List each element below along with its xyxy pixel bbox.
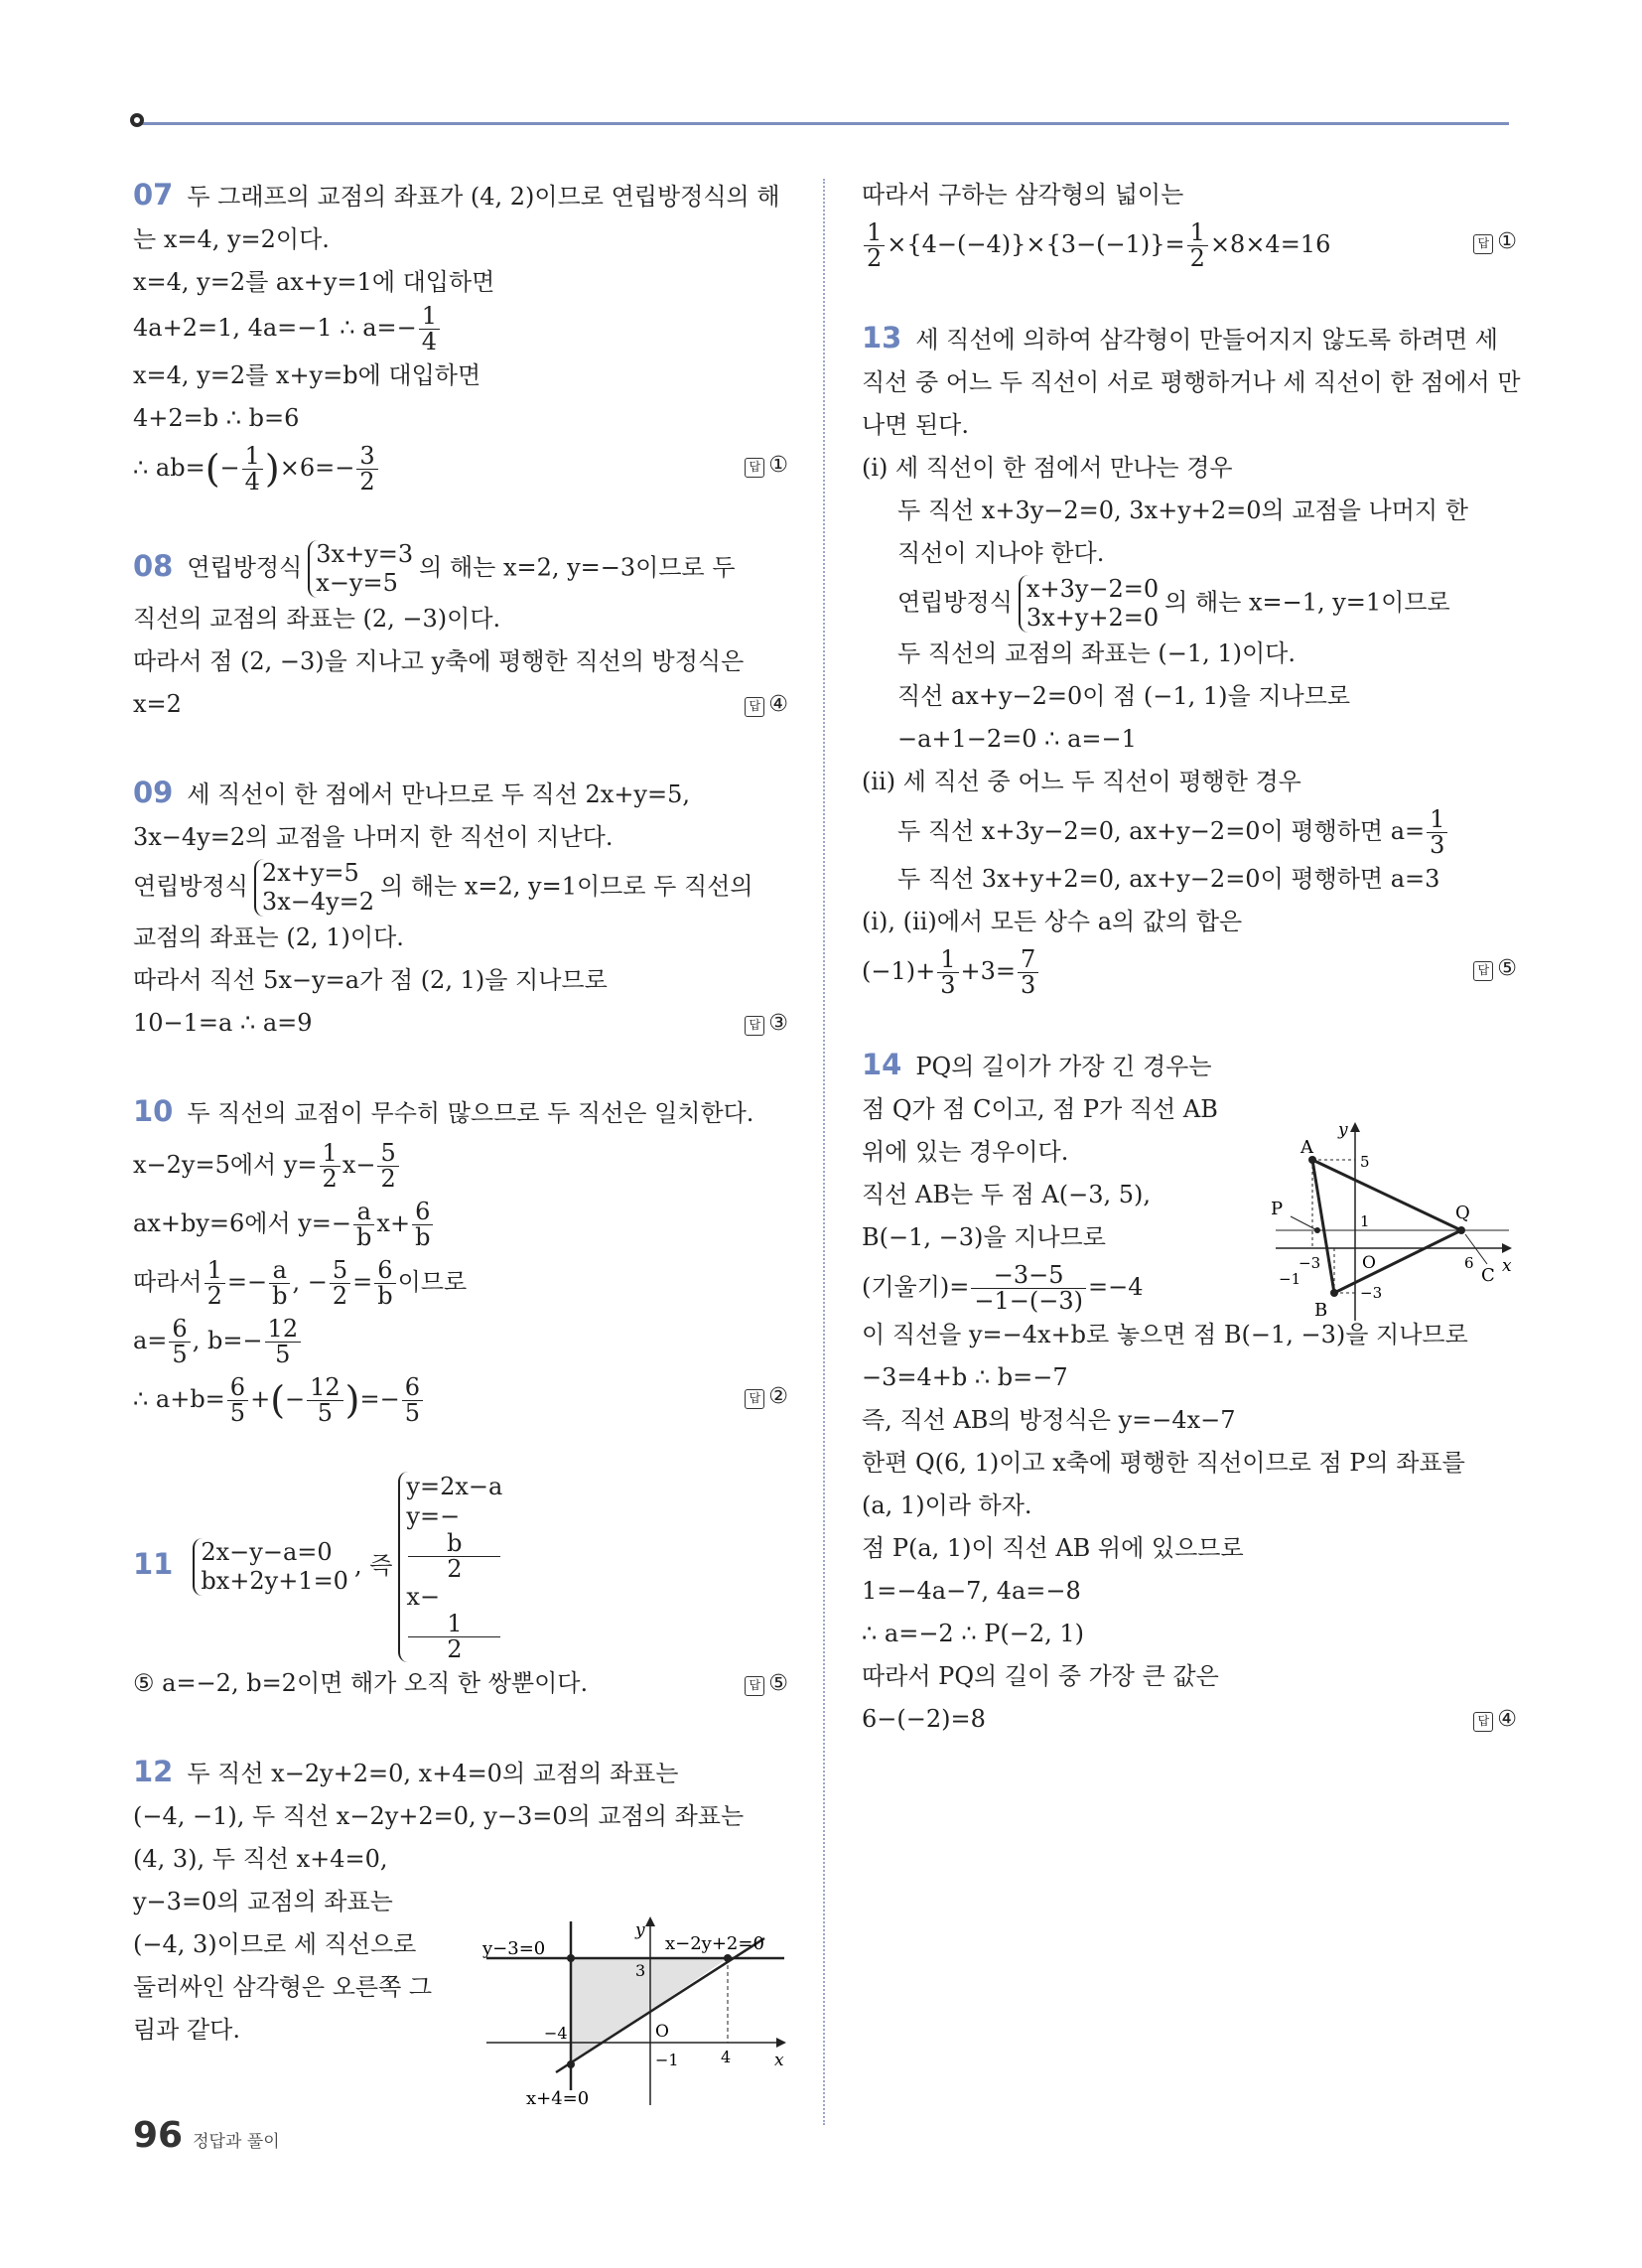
fraction: $\frac{a}{b}$ — [269, 1258, 290, 1309]
answer-mark: 답 ① — [745, 444, 788, 487]
fraction: $\frac{1}{3}$ — [1427, 807, 1447, 858]
svg-text:−1: −1 — [1279, 1270, 1301, 1288]
svg-text:Q: Q — [1455, 1203, 1470, 1223]
problem-12: 12 두 직선 x−2y+2=0, x+4=0의 교점의 좌표는 (−4, −1), 두 직선 x−2y+2=0, y−3=0의 교점의 좌표는 (4, 3), 두 직선 x+4=0, y−3=0의 교점의 좌표는 (−4, 3)이므로 세 직선으로 둘러싸인 삼각형은 오른쪽 그 림과 같다. — [133, 1755, 745, 2044]
fraction: $\frac{6}{5}$ — [402, 1375, 423, 1426]
answer-mark: 답 ⑤ — [745, 1662, 788, 1705]
fraction: $\frac{5}{2}$ — [330, 1258, 350, 1309]
problem-number: 10 — [133, 1094, 174, 1128]
svg-text:4: 4 — [721, 2048, 732, 2066]
problem-number: 07 — [133, 178, 174, 212]
problem-number: 11 — [133, 1546, 174, 1581]
problem-11: 11 2x−y−a=0 bx+2y+1=0 , 즉 y=2x−a y=− b 2 x− 1 2 ⑤ a=−2, b=2이면 해가 오직 한 쌍뿐이다. 답 ⑤ — [133, 1472, 788, 1705]
svg-text:6: 6 — [1464, 1254, 1474, 1272]
problem-07: 07 두 그래프의 교점의 좌표가 (4, 2)이므로 연립방정식의 해 는 x=4, y=2이다. x=4, y=2를 ax+y=1에 대입하면 4a+2=1, 4a=−1 ∴ a=− $\frac{1}{4}$ x=4, y=2를 x+y=b에 대입하면 4+2=b ∴ b=6 ∴ ab=(− $\frac{1}{4}$ )×6=− $\frac{3}{2}$ 답 ① — [133, 178, 788, 496]
fraction: $\frac{12}{5}$ — [265, 1317, 302, 1367]
svg-text:−3: −3 — [1360, 1284, 1383, 1302]
problem-10: 10 두 직선의 교점이 무수히 많으므로 두 직선은 일치한다. x−2y=5에서 y= $\frac{1}{2}$ x− $\frac{5}{2}$ ax+by=6에서 y=− $\frac{a}{b}$ x+ $\frac{6}{b}$ 따라서 $\frac{1}{2}$ =− $\frac{a}{b}$ , − $\frac{5}{2}$ = $\frac{6}{b}$ 이므로 a= $\frac{6}{5}$ , b=− $\frac{12}{5}$ ∴ a+b= $\frac{6}{5}$ +(− $\frac{12}{5}$ )=− $\frac{6}{5}$ 답 ② — [133, 1094, 788, 1427]
fraction: $\frac{-3-5}{-1-(-3)}$ — [971, 1263, 1086, 1314]
problem-14: 14 PQ의 길이가 가장 긴 경우는 점 Q가 점 C이고, 점 P가 직선 AB 위에 있는 경우이다. 직선 AB는 두 점 A(−3, 5), B(−1, −3)을 지나므로 (기울기)= $\frac{-3-5}{-1-(-3)}$ =−4 이 직선을 y=−4x+b로 놓으면 점 B(−1, −3)을 지나므로 −3=4+b ∴ b=−7 즉, 직선 AB의 방정식은 y=−4x−7 한편 Q(6, 1)이고 x축에 평행한 직선이므로 점 P의 좌표를 (a, 1)이라 하자. 점 P(a, 1)이 직선 AB 위에 있으므로 1=−4a−7, 4a=−8 ∴ a=−2 ∴ P(−2, 1) 따라서 PQ의 길이 중 가장 큰 값은 6−(−2)=8 답 ④ — [862, 1044, 1517, 1741]
problem-08: 08 연립방정식 3x+y=3 x−y=5 의 해는 x=2, y=−3이므로 두 직선의 교점의 좌표는 (2, −3)이다. 따라서 점 (2, −3)을 지나고 y축에 평행한 직선의 방정식은 x=2 답 ④ — [133, 540, 788, 726]
fraction: $\frac{1}{2}$ — [205, 1258, 225, 1309]
svg-text:1: 1 — [1360, 1212, 1370, 1230]
header-rule — [139, 122, 1509, 125]
fraction: b 2 — [408, 1531, 500, 1582]
svg-text:y: y — [635, 1920, 645, 1940]
fraction: $\frac{5}{2}$ — [377, 1141, 398, 1192]
problem-number: 09 — [133, 776, 174, 809]
page-number: 96 — [133, 2115, 184, 2156]
problem-09: 09 세 직선이 한 점에서 만나므로 두 직선 2x+y=5, 3x−4y=2의 교점을 나머지 한 직선이 지난다. 연립방정식 2x+y=5 3x−4y=2 의 해는 x=2, y=1이므로 두 직선의 교점의 좌표는 (2, 1)이다. 따라서 직선 5x−y=a가 점 (2, 1)을 지나므로 10−1=a ∴ a=9 답 ③ — [133, 772, 788, 1045]
answer-mark: 답 ④ — [745, 683, 788, 726]
svg-text:−1: −1 — [655, 2051, 679, 2069]
answer-mark: 답 ② — [745, 1375, 788, 1418]
problem-14-graph — [1271, 1117, 1519, 1326]
svg-text:B: B — [1314, 1300, 1328, 1321]
equation-system: 2x+y=5 3x−4y=2 — [254, 859, 374, 917]
svg-text:−3: −3 — [1299, 1254, 1321, 1272]
svg-text:x: x — [1502, 1256, 1512, 1276]
svg-text:5: 5 — [1360, 1153, 1370, 1171]
svg-text:P: P — [1271, 1199, 1284, 1219]
fraction: $\frac{3}{2}$ — [356, 444, 377, 495]
fraction: $\frac{1}{4}$ — [419, 304, 440, 354]
svg-text:x−2y+2=0: x−2y+2=0 — [665, 1933, 764, 1954]
problem-12-continued: 따라서 구하는 삼각형의 넓이는 $\frac{1}{2}$ ×{4−(−4)}×{3−(−1)}= $\frac{1}{2}$ ×8×4=16 답 ① — [862, 181, 1517, 272]
fraction: $\frac{12}{5}$ — [307, 1375, 343, 1426]
svg-text:O: O — [655, 2022, 669, 2042]
problem-number: 08 — [133, 548, 174, 583]
answer-mark: 답 ① — [1473, 220, 1517, 263]
answer-mark: 답 ④ — [1473, 1698, 1517, 1741]
page-footer — [133, 2115, 280, 2156]
fraction: $\frac{6}{b}$ — [374, 1258, 395, 1309]
left-column — [133, 174, 788, 2097]
equation-system: 3x+y=3 x−y=5 — [308, 540, 413, 598]
fraction: $\frac{1}{2}$ — [1187, 220, 1208, 271]
svg-text:x+4=0: x+4=0 — [526, 2088, 590, 2109]
fraction: $\frac{6}{b}$ — [412, 1200, 433, 1250]
header-bullet — [130, 113, 144, 127]
fraction: $\frac{1}{3}$ — [937, 947, 958, 998]
fraction: $\frac{6}{5}$ — [227, 1375, 248, 1426]
svg-text:C: C — [1481, 1265, 1495, 1286]
problem-13: 13 세 직선에 의하여 삼각형이 만들어지지 않도록 하려면 세 직선 중 어느 두 직선이 서로 평행하거나 세 직선이 한 점에서 만 나면 된다. (ⅰ) 세 직선이 한 점에서 만나는 경우 두 직선 x+3y−2=0, 3x+y+2=0의 교점을 나머지 한 직선이 지나야 한다. 연립방정식 x+3y−2=0 3x+y+2=0 의 해는 x=−1, y=1이므로 두 직선의 교점의 좌표는 (−1, 1)이다. 직선 ax+y−2=0이 점 (−1, 1)을 지나므로 −a+1−2=0 ∴ a=−1 (ⅱ) 세 직선 중 어느 두 직선이 평행한 경우 두 직선 x+3y−2=0, ax+y−2=0이 평행하면 a= $\frac{1}{3}$ 두 직선 3x+y+2=0, ax+y−2=0이 평행하면 a=3 (ⅰ), (ⅱ)에서 모든 상수 a의 값의 합은 (−1)+ $\frac{1}{3}$ +3= $\frac{7}{3}$ 답 ⑤ — [862, 321, 1521, 999]
fraction: $\frac{1}{2}$ — [864, 220, 885, 271]
fraction: $\frac{7}{3}$ — [1018, 947, 1038, 998]
section-label: 정답과 풀이 — [193, 2132, 280, 2152]
right-column — [862, 174, 1521, 1786]
answer-mark: 답 ⑤ — [1473, 947, 1517, 990]
problem-12-graph — [467, 1912, 794, 2110]
svg-text:O: O — [1362, 1253, 1376, 1273]
svg-text:x: x — [774, 2051, 784, 2070]
svg-text:A: A — [1300, 1137, 1313, 1158]
fraction: $\frac{1}{4}$ — [242, 444, 263, 495]
fraction: 1 2 — [408, 1612, 500, 1662]
equation-system: 2x−y−a=0 bx+2y+1=0 — [193, 1538, 348, 1596]
column-divider — [823, 179, 825, 2125]
svg-text:y−3=0: y−3=0 — [482, 1938, 546, 1959]
svg-text:y: y — [1338, 1120, 1348, 1140]
problem-number: 13 — [862, 321, 902, 354]
svg-text:−4: −4 — [544, 2024, 568, 2043]
fraction: $\frac{6}{5}$ — [169, 1317, 190, 1367]
equation-system: x+3y−2=0 3x+y+2=0 — [1019, 575, 1159, 633]
fraction: $\frac{1}{2}$ — [320, 1141, 341, 1192]
problem-number: 12 — [133, 1755, 174, 1788]
answer-mark: 답 ③ — [745, 1002, 788, 1045]
equation-system: y=2x−a y=− b 2 x− 1 2 — [398, 1472, 502, 1662]
fraction: $\frac{a}{b}$ — [353, 1200, 374, 1250]
svg-text:3: 3 — [635, 1961, 646, 1980]
problem-number: 14 — [862, 1048, 902, 1081]
